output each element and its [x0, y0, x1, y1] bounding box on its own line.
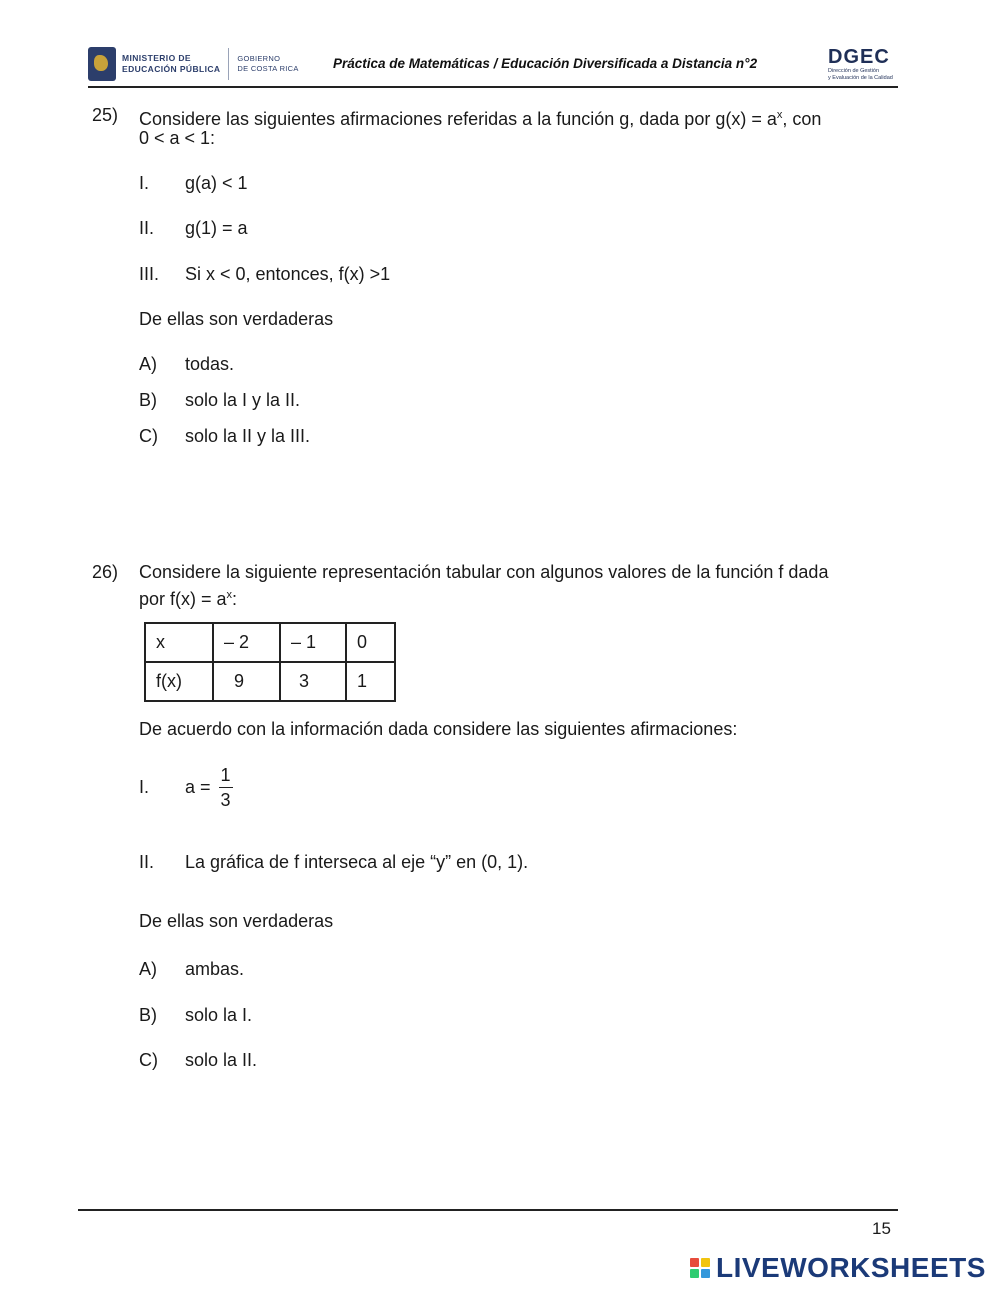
fraction: $\frac{1}{3}$ [220, 764, 231, 810]
q26-stem-line2: por $f(x) = a^x$: [139, 589, 238, 609]
table-cell: f(x) [145, 662, 213, 701]
q25-statement-text: g(a) < 1 [185, 173, 248, 193]
dgec-subtitle-2: y Evaluación de la Calidad [828, 75, 893, 81]
table-cell: x [145, 623, 213, 662]
q25-statement-roman: III. [139, 264, 160, 284]
q25-statement-text: Si x < 0, entonces, f(x) >1 [185, 264, 391, 284]
liveworksheets-wordmark: LIVEWORKSHEETS [716, 1252, 986, 1283]
dgec-subtitle-1: Dirección de Gestión [828, 68, 880, 74]
q26-stem: Considere la siguiente representación tabular con algunos valores de la función f dada [139, 562, 829, 582]
q25-statement-roman: II. [139, 218, 155, 238]
q26-number: 26) [92, 562, 119, 582]
table-cell: 3 [280, 662, 346, 701]
liveworksheets-logo [690, 1252, 986, 1284]
q26-statement-1: a = $\frac{1}{3}$ [185, 764, 231, 810]
header-rule [88, 86, 898, 88]
values-table [144, 622, 396, 702]
q26-option-letter[interactable]: A) [139, 959, 157, 979]
table-cell: 9 [213, 662, 280, 701]
q25-option-a[interactable]: todas. [185, 354, 235, 374]
q26-option-b[interactable]: solo la I. [185, 1005, 253, 1025]
q26-option-c[interactable]: solo la II. [185, 1050, 258, 1070]
ministry-logo [88, 47, 299, 81]
dgec-logo [828, 46, 900, 82]
table-cell: 1 [346, 662, 395, 701]
table-cell: 0 [346, 623, 395, 662]
q25-option-c[interactable]: solo la II y la III. [185, 426, 311, 446]
q26-intro: De acuerdo con la información dada considere las siguientes afirmaciones: [139, 719, 738, 739]
ministry-name: MINISTERIO DE EDUCACIÓN PÚBLICA [122, 53, 221, 74]
q25-option-letter[interactable]: A) [139, 354, 157, 374]
q26-statement-roman: II. [139, 852, 155, 872]
page-number: 15 [872, 1219, 891, 1238]
q25-option-b[interactable]: solo la I y la II. [185, 390, 301, 410]
dgec-wordmark: DGEC [828, 46, 890, 68]
table-row [145, 662, 395, 701]
table-cell: – 1 [280, 623, 346, 662]
q25-statement-roman: I. [139, 173, 150, 193]
q25-stem: Considere las siguientes afirmaciones referidas a la función g, dada por $g(x) = a^x$, con [139, 109, 822, 129]
q26-option-letter[interactable]: C) [139, 1050, 158, 1070]
table-row [145, 623, 395, 662]
q25-stem-line2: 0 < a < 1: [139, 128, 216, 148]
q25-option-letter[interactable]: C) [139, 426, 158, 446]
table-cell: – 2 [213, 623, 280, 662]
q26-option-letter[interactable]: B) [139, 1005, 157, 1025]
q25-number: 25) [92, 105, 119, 125]
q25-prompt: De ellas son verdaderas [139, 309, 334, 329]
document-title: Práctica de Matemáticas / Educación Diversificada a Distancia n°2 [333, 56, 758, 71]
footer-rule [78, 1209, 898, 1211]
government-name: GOBIERNO DE COSTA RICA [237, 54, 299, 73]
logo-divider [228, 48, 229, 80]
ministry-emblem-icon [88, 47, 116, 81]
q26-option-a[interactable]: ambas. [185, 959, 245, 979]
q25-option-letter[interactable]: B) [139, 390, 157, 410]
q26-prompt: De ellas son verdaderas [139, 911, 334, 931]
q26-statement-roman: I. [139, 777, 150, 797]
liveworksheets-icon [690, 1258, 710, 1278]
q25-statement-text: g(1) = a [185, 218, 248, 238]
q26-statement-2: La gráfica de f interseca al eje “y” en (0, 1). [185, 852, 529, 872]
